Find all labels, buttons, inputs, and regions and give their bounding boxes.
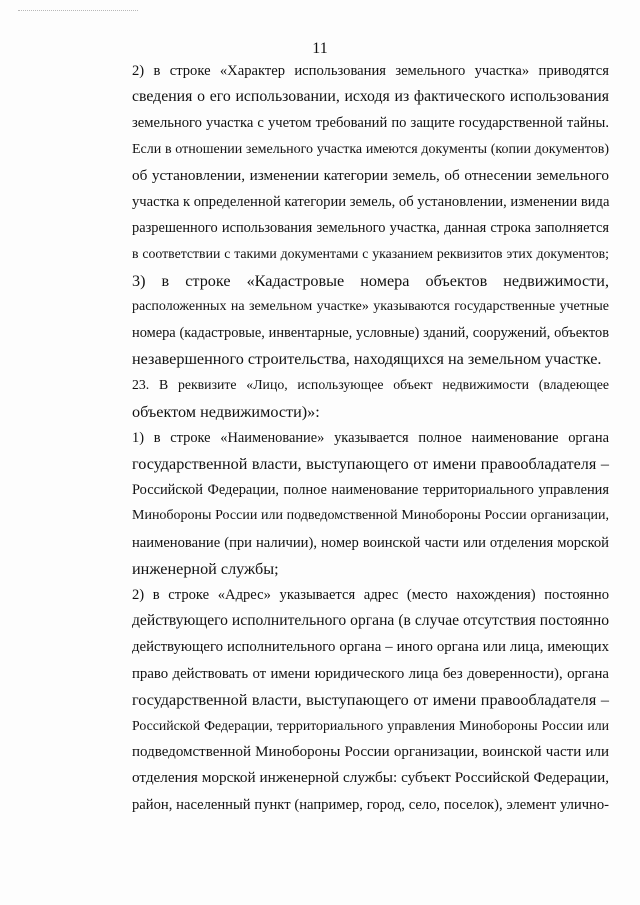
- text-line: государственной власти, выступающего от имени правообладателя –: [132, 455, 609, 474]
- page-number: 11: [312, 40, 328, 57]
- text-line: Минобороны России или подведомственной Минобороны России организации,: [132, 508, 609, 524]
- text-line: подведомственной Минобороны России организации, воинской части или: [132, 744, 609, 761]
- text-line: 1) в строке «Наименование» указывается полное наименование органа: [132, 429, 609, 446]
- text-line: отделения морской инженерной службы: субъект Российской Федерации,: [132, 769, 609, 787]
- text-line: Российской Федерации, полное наименование территориального управления: [132, 482, 609, 499]
- text-line: 2) в строке «Характер использования земельного участка» приводятся: [132, 63, 609, 79]
- text-line: действующего исполнительного органа (в случае отсутствия постоянно: [132, 612, 609, 630]
- text-line: район, населенный пункт (например, город, село, поселок), элемент улично-: [132, 796, 609, 813]
- text-line: об установлении, изменении категории земель, об отнесении земельного: [132, 166, 609, 184]
- text-line: сведения о его использовании, исходя из фактического использования: [132, 88, 609, 106]
- text-line: Если в отношении земельного участка имеются документы (копии документов): [132, 141, 609, 157]
- text-line: 23. В реквизите «Лицо, использующее объект недвижимости (владеющее: [132, 377, 609, 393]
- paragraph-5: [92, 582, 609, 818]
- text-line: право действовать от имени юридического лица без доверенности), органа: [132, 665, 609, 682]
- paragraph-2: [92, 268, 609, 373]
- paragraph-1: [92, 58, 609, 268]
- scan-edge-mark: [18, 10, 138, 13]
- text-line: в соответствии с такими документами с указанием реквизитов этих документов;: [132, 246, 609, 262]
- text-line: 2) в строке «Адрес» указывается адрес (место нахождения) постоянно: [132, 587, 609, 604]
- text-line: участка к определенной категории земель, об установлении, изменении вида: [132, 194, 610, 211]
- text-line: Российской Федерации, территориального управления Минобороны России или: [132, 718, 609, 734]
- text-line: разрешенного использования земельного участка, данная строка заполняется: [132, 220, 609, 237]
- text-line: инженерной службы;: [132, 559, 279, 578]
- document-body: [92, 58, 609, 818]
- text-line: наименование (при наличии), номер воинской части или отделения морской: [132, 534, 609, 551]
- text-line: номера (кадастровые, инвентарные, условные) зданий, сооружений, объектов: [132, 325, 609, 342]
- paragraph-4: [92, 425, 609, 582]
- paragraph-3: [92, 372, 609, 424]
- text-line: государственной власти, выступающего от имени правообладателя –: [132, 690, 609, 709]
- text-line: 3) в строке «Кадастровые номера объектов недвижимости,: [132, 271, 609, 290]
- text-line: земельного участка с учетом требований по защите государственной тайны.: [132, 115, 609, 132]
- text-line: расположенных на земельном участке» указываются государственные учетные: [132, 298, 609, 314]
- text-line: действующего исполнительного органа – иного органа или лица, имеющих: [132, 639, 609, 656]
- text-line: объектом недвижимости)»:: [132, 402, 320, 421]
- text-line: незавершенного строительства, находящихся на земельном участке.: [132, 350, 602, 369]
